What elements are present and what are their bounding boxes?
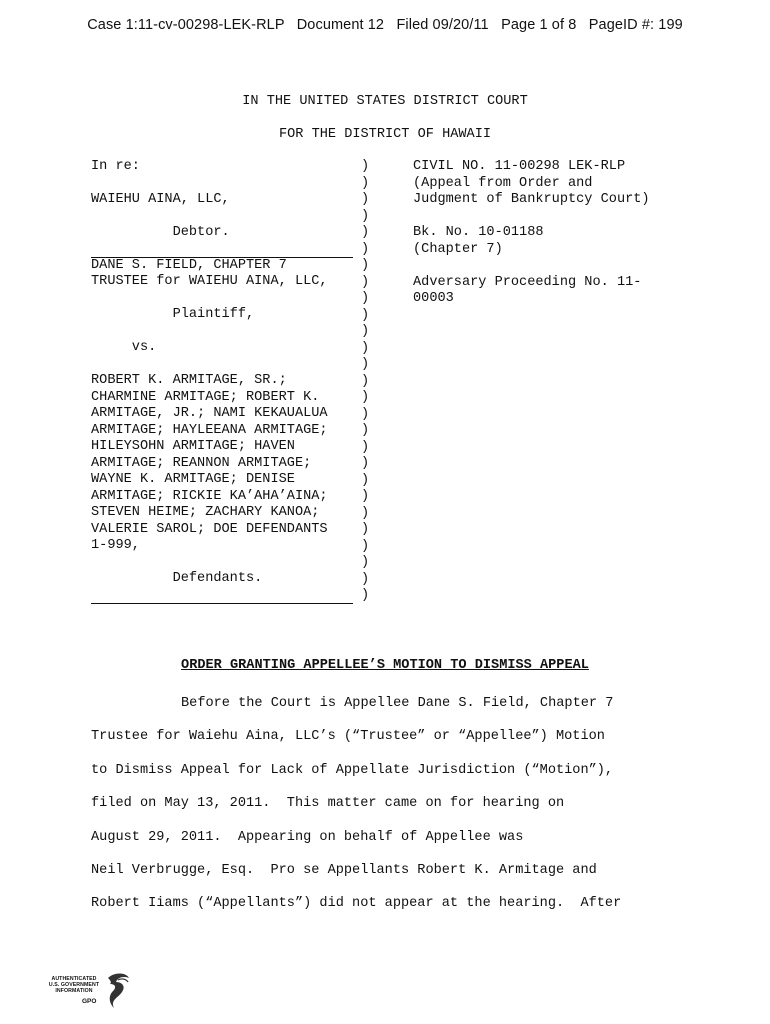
caption-paren: ) (361, 522, 370, 537)
caption-case-line: Bk. No. 10-01188 (413, 225, 544, 240)
case-header (0, 17, 770, 33)
caption-case-info (413, 159, 713, 308)
caption-paren: ) (361, 439, 370, 455)
caption-party-line (91, 357, 381, 374)
body-line: filed on May 13, 2011. This matter came on for hearing on (91, 796, 565, 812)
caption-party-line: 1-999, (91, 538, 140, 553)
page-count: Page 1 of 8 (501, 17, 577, 33)
caption-case-line: (Appeal from Order and (413, 175, 593, 191)
caption-paren: ) (361, 505, 370, 521)
caption-party-line: Debtor. (91, 225, 230, 240)
caption-party-line: Defendants. (91, 571, 263, 586)
caption-party-line (91, 555, 381, 572)
filed-date: Filed 09/20/11 (396, 17, 489, 33)
caption-party-line: WAIEHU AINA, LLC, (91, 192, 230, 207)
body-line: Trustee for Waiehu Aina, LLC’s (“Trustee” or “Appellee”) Motion (91, 729, 605, 745)
caption-party-line (91, 324, 381, 341)
caption-party-line: STEVEN HEIME; ZACHARY KANOA; (91, 505, 320, 520)
caption-paren: ) (361, 241, 370, 257)
body-line: Before the Court is Appellee Dane S. Field, Chapter 7 (181, 696, 614, 711)
caption-paren: ) (361, 489, 370, 504)
caption-case-line: Adversary Proceeding No. 11- (413, 274, 642, 290)
caption-paren: ) (361, 192, 370, 207)
caption-party-line: Plaintiff, (91, 307, 255, 322)
caption-paren: ) (361, 555, 370, 570)
caption-party-line: DANE S. FIELD, CHAPTER 7 (91, 257, 287, 273)
gpo-authentication-seal (42, 970, 132, 1018)
caption-party-line: ARMITAGE; RICKIE KA’AHA’AINA; (91, 488, 328, 504)
caption-party-line (91, 242, 353, 258)
caption-party-line: ARMITAGE; HAYLEEANA ARMITAGE; (91, 422, 328, 438)
caption-paren: ) (361, 340, 370, 356)
caption-party-line (91, 291, 381, 308)
caption-party-line: TRUSTEE for WAIEHU AINA, LLC, (91, 274, 328, 289)
caption-party-line: ROBERT K. ARMITAGE, SR.; (91, 373, 287, 388)
caption-party-line: VALERIE SAROL; DOE DEFENDANTS (91, 521, 328, 537)
caption-paren: ) (361, 291, 370, 306)
caption-paren: ) (361, 307, 370, 323)
caption-case-line: CIVIL NO. 11-00298 LEK-RLP (413, 159, 626, 174)
caption-party-line: CHARMINE ARMITAGE; ROBERT K. (91, 389, 320, 405)
caption-case-line: 00003 (413, 291, 454, 306)
gpo-seal-text: AUTHENTICATED U.S. GOVERNMENT INFORMATION (48, 976, 100, 995)
caption-paren: ) (361, 208, 370, 224)
order-title: ORDER GRANTING APPELLEE’S MOTION TO DISMISS APPEAL (181, 658, 589, 673)
body-line: Neil Verbrugge, Esq. Pro se Appellants Robert K. Armitage and (91, 862, 597, 878)
court-district: FOR THE DISTRICT OF HAWAII (278, 127, 492, 142)
caption-party-line: In re: (91, 159, 140, 174)
caption-paren: ) (361, 456, 370, 471)
caption-paren: ) (361, 159, 370, 174)
caption-paren: ) (361, 588, 370, 603)
case-number: Case 1:11-cv-00298-LEK-RLP (87, 17, 285, 33)
gpo-eagle-icon (104, 970, 132, 1016)
caption-paren: ) (361, 472, 370, 488)
caption-party-line: ARMITAGE, JR.; NAMI KEKAUALUA (91, 406, 328, 421)
caption-case-line: Judgment of Bankruptcy Court) (413, 192, 650, 207)
caption-paren: ) (361, 538, 370, 554)
caption-paren: ) (361, 373, 370, 389)
document-number: Document 12 (296, 17, 385, 33)
body-line: Robert Iiams (“Appellants”) did not appear at the hearing. After (91, 896, 622, 912)
caption-party-line (91, 588, 353, 604)
court-name: IN THE UNITED STATES DISTRICT COURT (242, 94, 528, 109)
caption-case-line (413, 209, 713, 226)
caption-paren: ) (361, 571, 370, 587)
caption-paren: ) (361, 274, 370, 290)
caption-party-line: WAYNE K. ARMITAGE; DENISE (91, 472, 295, 487)
caption-paren: ) (361, 225, 370, 240)
caption-paren: ) (361, 406, 370, 422)
caption-case-line (413, 258, 713, 275)
caption-party-line: HILEYSOHN ARMITAGE; HAVEN (91, 439, 295, 454)
caption-paren: ) (361, 357, 370, 372)
caption-paren: ) (361, 324, 370, 339)
caption-paren: ) (361, 390, 370, 405)
page-id: PageID #: 199 (588, 17, 683, 33)
caption-party-line (91, 176, 381, 193)
body-line: August 29, 2011. Appearing on behalf of Appellee was (91, 829, 524, 845)
caption-party-line (91, 209, 381, 226)
caption-case-line: (Chapter 7) (413, 241, 503, 257)
gpo-label: GPO (82, 998, 97, 1005)
caption-parentheses (361, 159, 369, 605)
caption-paren: ) (361, 423, 370, 438)
caption-party-line: vs. (91, 340, 157, 355)
caption-party-line: ARMITAGE; REANNON ARMITAGE; (91, 455, 312, 471)
caption-paren: ) (361, 258, 370, 273)
caption-parties (91, 159, 381, 604)
body-line: to Dismiss Appeal for Lack of Appellate Jurisdiction (“Motion”), (91, 762, 614, 778)
caption-paren: ) (361, 175, 370, 191)
order-body (91, 692, 691, 926)
